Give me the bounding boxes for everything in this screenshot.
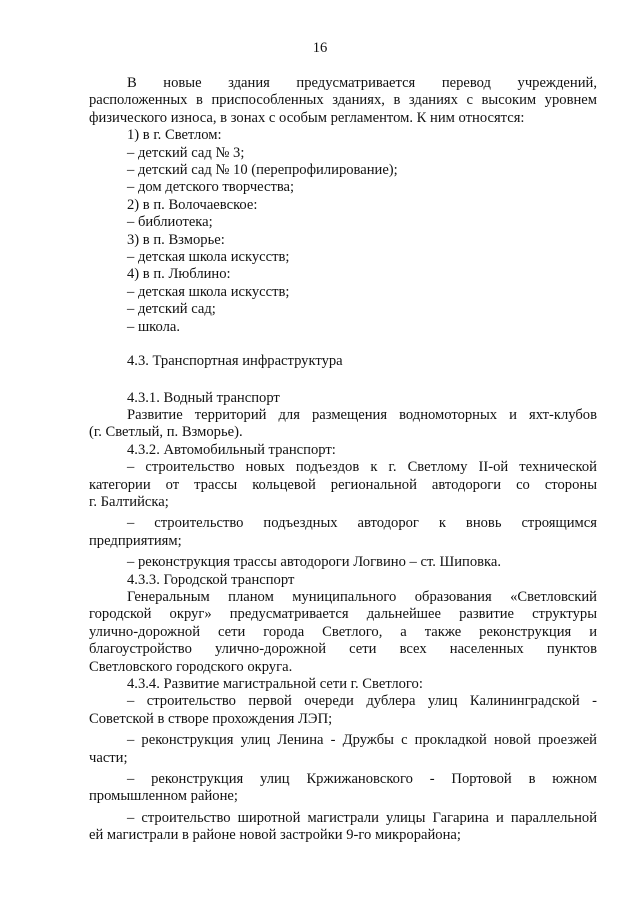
auto-line-5: предприятиям; (89, 532, 182, 549)
section-heading-4-3-4: 4.3.4. Развитие магистральной сети г. Светлого: (127, 676, 423, 692)
mag-line-5: – реконструкция улиц Кржижановского - Портовой в южном (127, 771, 597, 788)
list-item: 3) в п. Взморье: (127, 231, 225, 248)
list-item: – детский сад № 10 (перепрофилирование); (127, 162, 398, 179)
list-item: – дом детского творчества; (127, 179, 295, 196)
mag-line-4: части; (89, 749, 128, 766)
list-item: – детская школа искусств; (127, 283, 290, 300)
section-heading-4-3-1: 4.3.1. Водный транспорт (127, 389, 280, 406)
city-line-2: городской округ» предусматривается дальнейшее развитие структуры (89, 606, 597, 623)
auto-line-2: категории от трассы кольцевой региональной автодороги со стороны (89, 476, 597, 493)
mag-line-7: – строительство широтной магистрали улицы Гагарина и параллельной (127, 809, 597, 826)
section-heading-4-3-2: 4.3.2. Автомобильный транспорт: (127, 441, 336, 458)
list-item: 2) в п. Волочаевское: (127, 196, 258, 213)
intro-line-3: физического износа, в зонах с особым регламентом. К ним относятся: (89, 109, 525, 126)
city-line-5: Светловского городского округа. (89, 658, 293, 675)
mag-line-2: Советской в створе прохождения ЛЭП; (89, 710, 333, 727)
city-line-3: улично-дорожной сети города Светлого, а также реконструкция и (89, 623, 597, 640)
auto-line-4: – строительство подъездных автодорог к вновь строящимся (127, 515, 597, 532)
list-item: – школа. (127, 318, 181, 335)
mag-line-6: промышленном районе; (89, 788, 238, 805)
city-line-1: Генеральным планом муниципального образования «Светловский (127, 588, 597, 605)
list-item: 1) в г. Светлом: (127, 127, 222, 144)
auto-line-3: г. Балтийска; (89, 493, 169, 510)
city-line-4: благоустройство улично-дорожной сети всех населенных пунктов (89, 641, 597, 658)
page-number: 16 (312, 40, 328, 56)
document-body (89, 75, 597, 845)
section-heading-4-3: 4.3. Транспортная инфраструктура (127, 353, 343, 370)
mag-line-3: – реконструкция улиц Ленина - Дружбы с прокладкой новой проезжей (127, 732, 597, 749)
section-heading-4-3-3: 4.3.3. Городской транспорт (127, 571, 295, 588)
auto-line-1: – строительство новых подъездов к г. Светлому II-ой технической (127, 459, 597, 476)
mag-line-8: ей магистрали в районе новой застройки 9-го микрорайона; (89, 827, 461, 844)
mag-line-1: – строительство первой очереди дублера улиц Калининградской - (127, 693, 597, 710)
list-item: 4) в п. Люблино: (127, 266, 231, 283)
list-item: – библиотека; (127, 214, 213, 231)
list-item: – детская школа искусств; (127, 249, 290, 266)
water-line-1: Развитие территорий для размещения водномоторных и яхт-клубов (127, 406, 597, 423)
auto-line-6: – реконструкция трассы автодороги Логвино – ст. Шиповка. (127, 554, 502, 571)
list-item: – детский сад № 3; (127, 144, 245, 161)
water-line-2: (г. Светлый, п. Взморье). (89, 424, 243, 441)
intro-line-1: В новые здания предусматривается перевод учреждений, (127, 75, 597, 91)
intro-line-2: расположенных в приспособленных зданиях, в зданиях с высоким уровнем (89, 92, 597, 109)
list-item: – детский сад; (127, 301, 216, 318)
